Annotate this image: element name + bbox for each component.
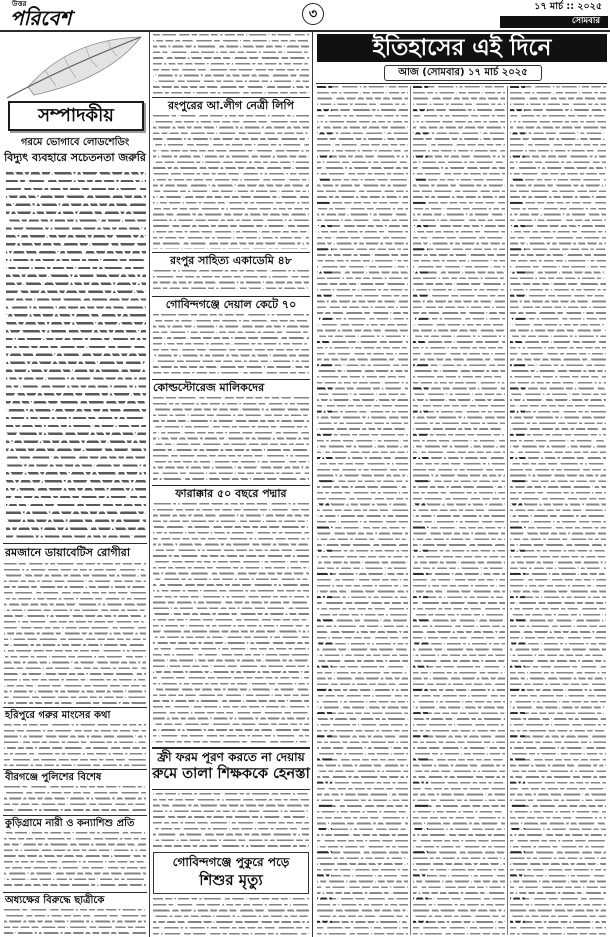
story-headline-text: রংপুরের আ.লীগ নেত্রী লিপি [167,99,295,112]
issue-date-text: ১৭ মার্চ :: ২০২৫ [534,1,602,12]
story-body-text [4,724,146,766]
story-body-text [4,786,146,812]
story-rule [152,296,310,297]
history-date-line [387,67,539,78]
story-rule [3,543,147,544]
column-divider [312,32,313,937]
story-headline-text: রমজানে ডায়াবেটিস রোগীরা [5,546,131,559]
story-body-text [153,503,309,743]
history-rule [316,83,607,84]
history-column-divider [410,86,411,935]
boxed-story-headline [156,872,306,889]
history-column-text [317,86,408,935]
story-headline [153,488,309,500]
boxed-story-headline-text: শিশুর মৃত্যু [199,871,263,889]
story-body-text [153,397,309,482]
history-date-line-text: আজ (সোমবার) ১৭ মার্চ ২০২৫ [398,67,528,78]
editorial-banner [8,101,144,131]
boxed-story-kicker [156,856,306,869]
story-body-text [153,115,309,249]
story-headline [5,547,145,559]
lead-story-kicker-text: ফ্রী ফরম পূরণ করতে না দেয়ায় [157,750,305,764]
history-column-divider [507,86,508,935]
story-headline-text: হরিপুরে গরুর মাংসের কথা [5,710,111,721]
newspaper-logo [10,7,96,29]
editorial-headline-text: বিদ্যুৎ ব্যবহারে সচেতনতা জরুরি [4,151,146,164]
story-headline [153,255,309,267]
story-rule [152,97,310,98]
story-body-text [153,793,309,848]
history-title [321,36,603,61]
editorial-label [10,106,142,126]
editorial-headline [3,151,147,165]
story-headline-text: অধ্যক্ষের বিরুদ্ধে ছাত্রীকে [5,895,105,906]
story-rule [3,707,147,708]
boxed-story-kicker-text: গোবিন্দগঞ্জে পুকুরে পড়ে [172,855,290,869]
lead-story-headline [152,767,310,783]
story-rule [3,815,147,816]
story-rule [152,485,310,486]
lead-story-kicker [153,751,309,764]
story-headline [5,895,145,906]
history-column-text [510,86,606,935]
story-rule [152,379,310,380]
story-rule [3,892,147,893]
column-divider [149,32,150,937]
story-body-text [153,314,309,376]
history-banner [317,34,607,62]
story-headline-text: ফারাক্কার ৫০ বছরে পদ্মার [175,487,287,500]
weekday-text: সোমবার [571,16,600,26]
editorial-kicker [4,137,146,148]
story-rule [3,769,147,770]
story-headline [5,772,145,783]
lead-story-rule [152,747,310,749]
editorial-label-text: সম্পাদকীয় [38,105,114,126]
story-rule [152,252,310,253]
story-body-text [153,898,309,935]
issue-date [450,2,602,12]
story-headline-text: কোল্ডস্টোরেজ মালিকদের [153,381,265,394]
story-headline [5,818,145,829]
editorial-body-text [6,172,146,540]
story-headline [153,382,309,394]
page-number: ৩ [302,3,324,25]
story-body-text [4,563,146,704]
story-headline-text: বীরগঞ্জে পুলিশের বিশেষ [5,772,102,783]
story-body-text [4,909,146,935]
history-date-box [384,65,542,81]
editorial-kicker-text: গরমে ভোগাবে লোডশেডিং [20,137,130,148]
quill-feather-illustration [4,33,144,99]
masthead-rule [0,30,610,32]
boxed-story [153,852,309,894]
history-title-text: ইতিহাসের এই দিনে [372,35,552,61]
logo-small-text: উত্তর [12,0,27,8]
weekday-bar [500,16,608,28]
story-headline-text: রংপুর সাহিত্য একাডেমি ৪৮ [170,254,292,267]
story-body-text [4,832,146,889]
story-headline [5,710,145,721]
story-body-text [153,270,309,293]
lead-story-rule [152,789,310,790]
logo-name-text: পরিবেশ [10,6,72,30]
story-headline [153,100,309,112]
story-headline [153,299,309,311]
story-headline-text: গোবিন্দগঞ্জে দেয়াল কেটে ৭০ [165,298,297,311]
story-body-text [153,34,309,94]
lead-story-headline-text: রুমে তালা শিক্ষককে হেনস্তা [152,766,310,782]
story-headline-text: কুড়িগ্রামে নারী ও কন্যাশিশু প্রতি [5,818,135,829]
weekday [500,17,600,26]
history-column-text [413,86,505,935]
